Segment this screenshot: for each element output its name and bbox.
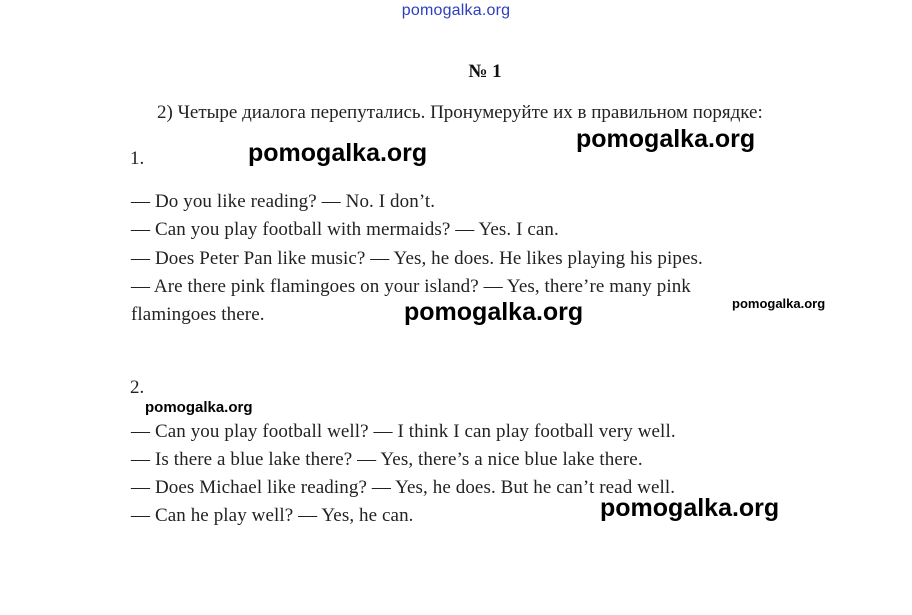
dialogue-line: — Can you play football with mermaids? — Yes. I can. <box>131 219 559 240</box>
section-1-number: 1. <box>130 148 145 169</box>
dialogue-line: — Can he play well? — Yes, he can. <box>131 505 414 526</box>
dialogue-line: — Do you like reading? — No. I don’t. <box>131 191 436 212</box>
section-2-number: 2. <box>130 377 145 398</box>
watermark: pomogalka.org <box>248 139 428 167</box>
watermark: pomogalka.org <box>732 296 826 311</box>
dialogue-line: — Is there a blue lake there? — Yes, there’s a nice blue lake there. <box>131 449 643 470</box>
dialogue-line: — Are there pink flamingoes on your island? — Yes, there’re many pink <box>131 276 691 297</box>
watermark: pomogalka.org <box>576 125 756 153</box>
dialogue-line: flamingoes there. <box>131 304 265 325</box>
dialogue-line: — Does Peter Pan like music? — Yes, he does. He likes playing his pipes. <box>131 248 703 269</box>
dialogue-line: — Does Michael like reading? — Yes, he does. But he can’t read well. <box>131 477 676 498</box>
task-instruction: 2) Четыре диалога перепутались. Пронумеруйте их в правильном порядке: <box>157 102 763 123</box>
exercise-number: № 1 <box>468 61 502 82</box>
watermark: pomogalka.org <box>145 399 253 416</box>
dialogue-line: — Can you play football well? — I think I can play football very well. <box>131 421 676 442</box>
watermark: pomogalka.org <box>600 494 780 522</box>
header-site-link[interactable]: pomogalka.org <box>401 2 511 19</box>
watermark: pomogalka.org <box>404 298 584 326</box>
